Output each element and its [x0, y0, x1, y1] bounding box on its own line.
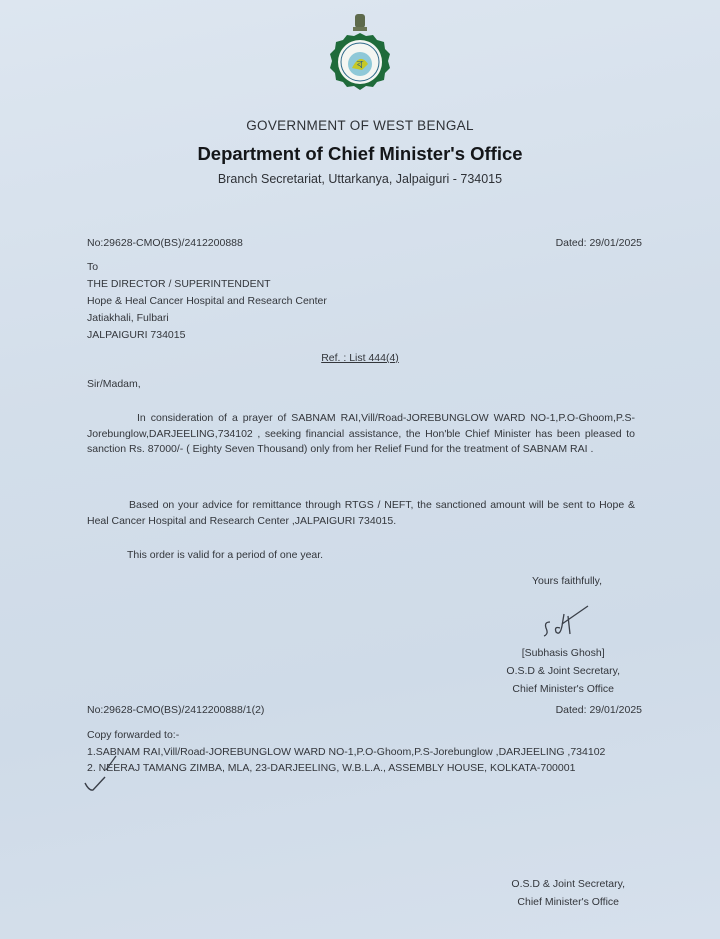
footer-office: Chief Minister's Office	[517, 896, 619, 908]
addressee-locality: Jatiakhali, Fulbari	[87, 312, 169, 324]
government-heading: GOVERNMENT OF WEST BENGAL	[246, 118, 474, 133]
reference-text: Ref. : List 444(4)	[321, 352, 399, 364]
svg-text:ব: ব	[356, 58, 364, 71]
copy-date: Dated: 29/01/2025	[555, 704, 642, 716]
memo-number: No:29628-CMO(BS)/2412200888	[87, 237, 243, 249]
sanction-paragraph: In consideration of a prayer of SABNAM RAI,Vill/Road-JOREBUNGLOW WARD NO-1,P.O-Ghoom,P.S-Jorebunglow,DARJEELING,734102 , seeking financial assistance, the Hon'ble Chief Minister has been pleased to sanction Rs. 87000/- ( Eighty Seven Thousand) only from her Relief Fund for the treatment of SABNAM RAI .	[87, 412, 635, 455]
footer-designation: O.S.D & Joint Secretary,	[511, 878, 625, 890]
remittance-paragraph: Based on your advice for remittance through RTGS / NEFT, the sanctioned amount will be sent to Hope & Heal Cancer Hospital and Research Center ,JALPAIGURI 734015.	[87, 499, 635, 527]
department-title: Department of Chief Minister's Office	[197, 143, 523, 164]
signatory-name: [Subhasis Ghosh]	[521, 647, 605, 659]
copy-memo-number: No:29628-CMO(BS)/2412200888/1(2)	[87, 704, 265, 716]
to-label: To	[87, 261, 99, 273]
addressee-hospital: Hope & Heal Cancer Hospital and Research Center	[87, 295, 327, 307]
closing-text: Yours faithfully,	[531, 575, 602, 587]
addressee-title: THE DIRECTOR / SUPERINTENDENT	[87, 278, 271, 290]
copy-forward-block	[87, 727, 635, 777]
signature-mark-icon	[540, 600, 600, 640]
copy-recipient-2: 2. NEERAJ TAMANG ZIMBA, MLA, 23-DARJEELING, W.B.L.A., ASSEMBLY HOUSE, KOLKATA-700001	[87, 762, 576, 774]
copy-recipient-1: 1.SABNAM RAI,Vill/Road-JOREBUNGLOW WARD NO-1,P.O-Ghoom,P.S-Jorebunglow ,DARJEELING ,734102	[87, 745, 606, 758]
signatory-designation: O.S.D & Joint Secretary,	[506, 665, 620, 677]
salutation: Sir/Madam,	[87, 378, 141, 390]
branch-address: Branch Secretariat, Uttarkanya, Jalpaiguri - 734015	[217, 172, 503, 186]
signatory-block	[506, 644, 620, 698]
validity-paragraph: This order is valid for a period of one year.	[127, 549, 324, 561]
west-bengal-emblem-icon	[322, 12, 398, 102]
signatory-office: Chief Minister's Office	[512, 683, 614, 695]
letter-date: Dated: 29/01/2025	[555, 237, 642, 249]
addressee-block	[87, 259, 327, 344]
handwritten-strike-icon	[104, 754, 118, 772]
copy-heading: Copy forwarded to:-	[87, 729, 180, 741]
ashoka-lion-icon	[353, 14, 367, 31]
reference-line	[0, 352, 720, 364]
handwritten-tick-icon	[83, 775, 107, 793]
addressee-city: JALPAIGURI 734015	[87, 329, 186, 341]
footer-signatory	[511, 875, 625, 911]
